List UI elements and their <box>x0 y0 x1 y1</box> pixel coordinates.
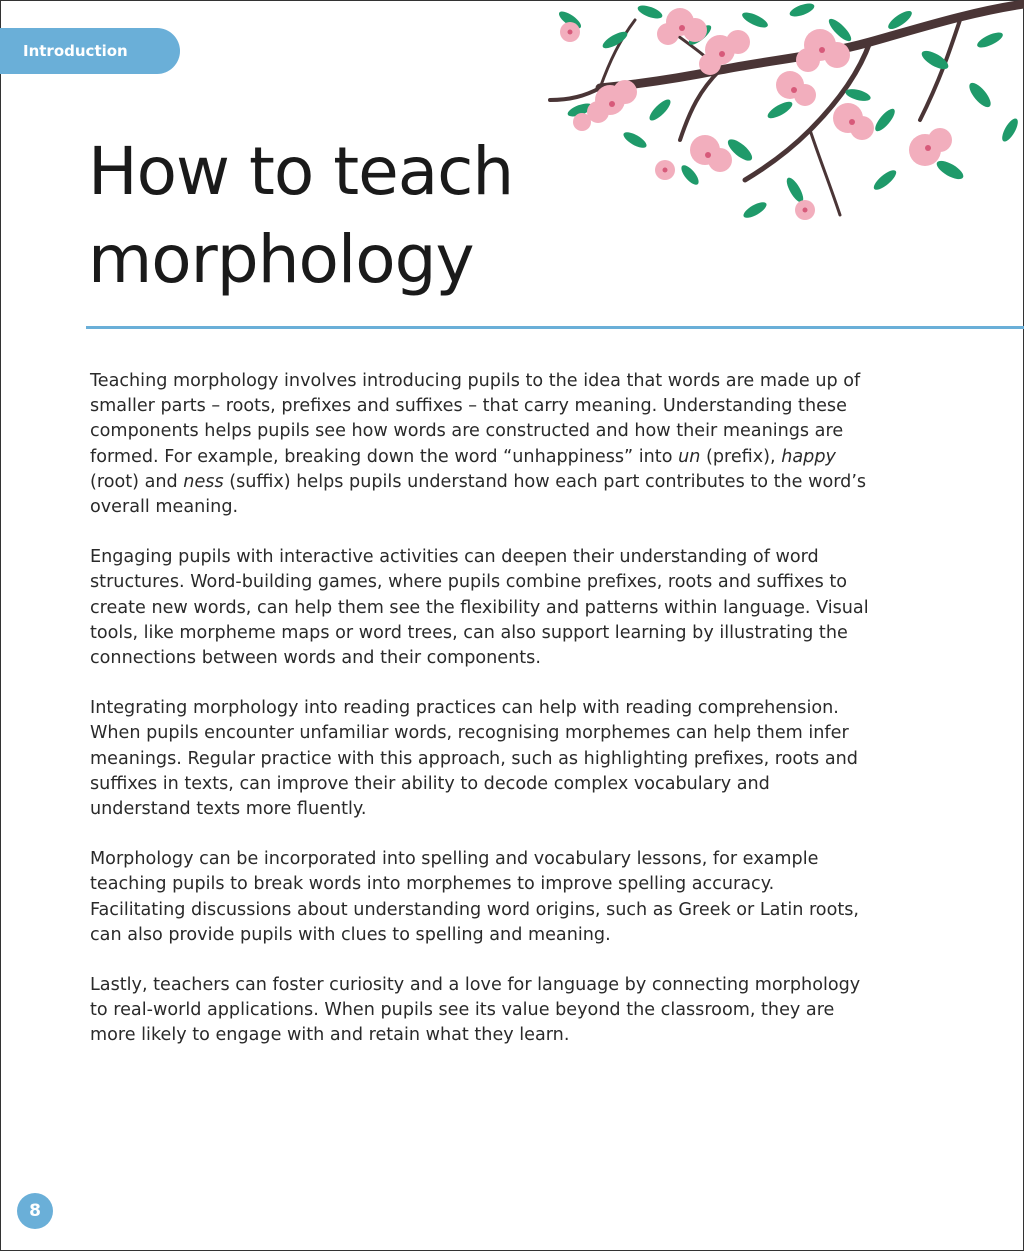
section-tab <box>0 28 180 74</box>
p1-text-a: Teaching morphology involves introducing pupils to the idea that words are made up of smaller parts – roots, prefixes and suffixes – that carry meaning. Understanding these components helps pupils see how words are constructed and how their meanings are formed. For example, breaking down the word “unhappiness” into <box>90 371 861 467</box>
cherry-blossom-illustration <box>540 0 1024 240</box>
paragraph-2: Engaging pupils with interactive activities can deepen their understanding of word structures. Word-building games, where pupils combine prefixes, roots and suffixes to create new words, can help them see the flexibility and patterns within language. Visual tools, like morpheme maps or word trees, can also support learning by illustrating the connections between words and their components. <box>90 547 869 669</box>
section-label: Introduction <box>23 42 128 60</box>
page-number: 8 <box>17 1193 53 1229</box>
paragraph-5: Lastly, teachers can foster curiosity and a love for language by connecting morphology to real-world applications. When pupils see its value beyond the classroom, they are more likely to engage with and retain what they learn. <box>90 975 861 1046</box>
p1-term-ness: ness <box>183 471 224 492</box>
p1-text-d: (suffix) helps pupils understand how each part contributes to the word’s overall meaning. <box>90 471 867 518</box>
title-line-2: morphology <box>88 221 474 298</box>
p1-text-c: (root) and <box>90 471 184 492</box>
body-text <box>90 369 870 1074</box>
title-divider <box>86 326 1024 329</box>
paragraph-1 <box>90 369 870 520</box>
paragraph-4: Morphology can be incorporated into spelling and vocabulary lessons, for example teaching pupils to break words into morphemes to improve spelling accuracy. Facilitating discussions about understanding word origins, such as Greek or Latin roots, can also provide pupils with clues to spelling and meaning. <box>90 849 859 945</box>
leaves <box>556 1 1020 221</box>
paragraph-3: Integrating morphology into reading practices can help with reading comprehension. When pupils encounter unfamiliar words, recognising morphemes can help them infer meanings. Regular practice with this approach, such as highlighting prefixes, roots and suffixes in texts, can improve their ability to decode complex vocabulary and understand texts more fluently. <box>90 698 858 820</box>
page-title <box>88 128 513 304</box>
p1-term-happy: happy <box>781 446 836 467</box>
p1-text-b: (prefix), <box>700 446 782 467</box>
title-line-1: How to teach <box>88 133 514 210</box>
p1-term-un: un <box>678 446 701 467</box>
